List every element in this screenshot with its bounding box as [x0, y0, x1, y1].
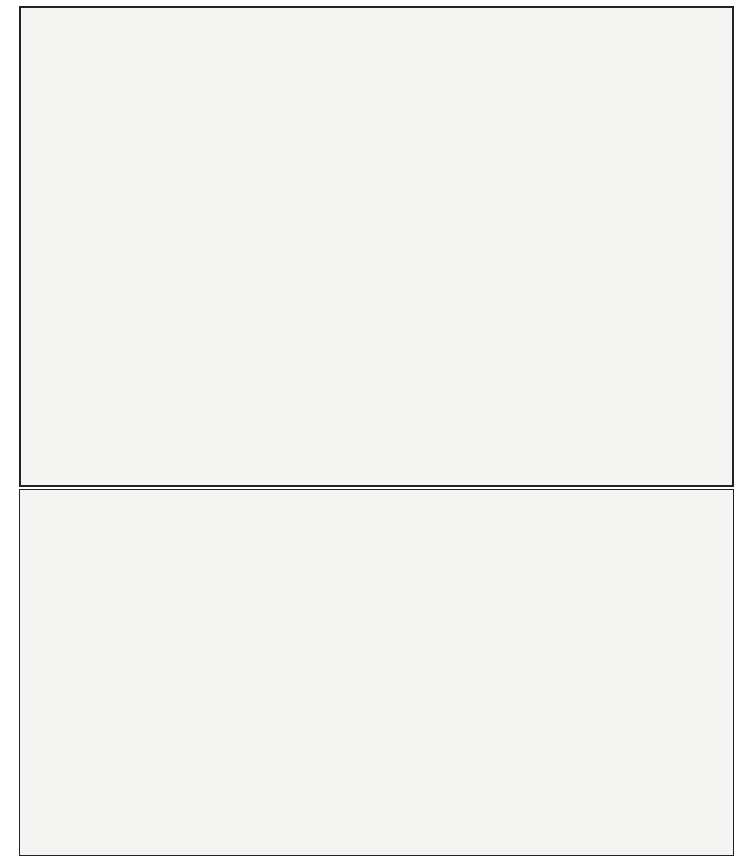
yearly-grid	[19, 489, 734, 856]
chart-board	[19, 6, 734, 487]
